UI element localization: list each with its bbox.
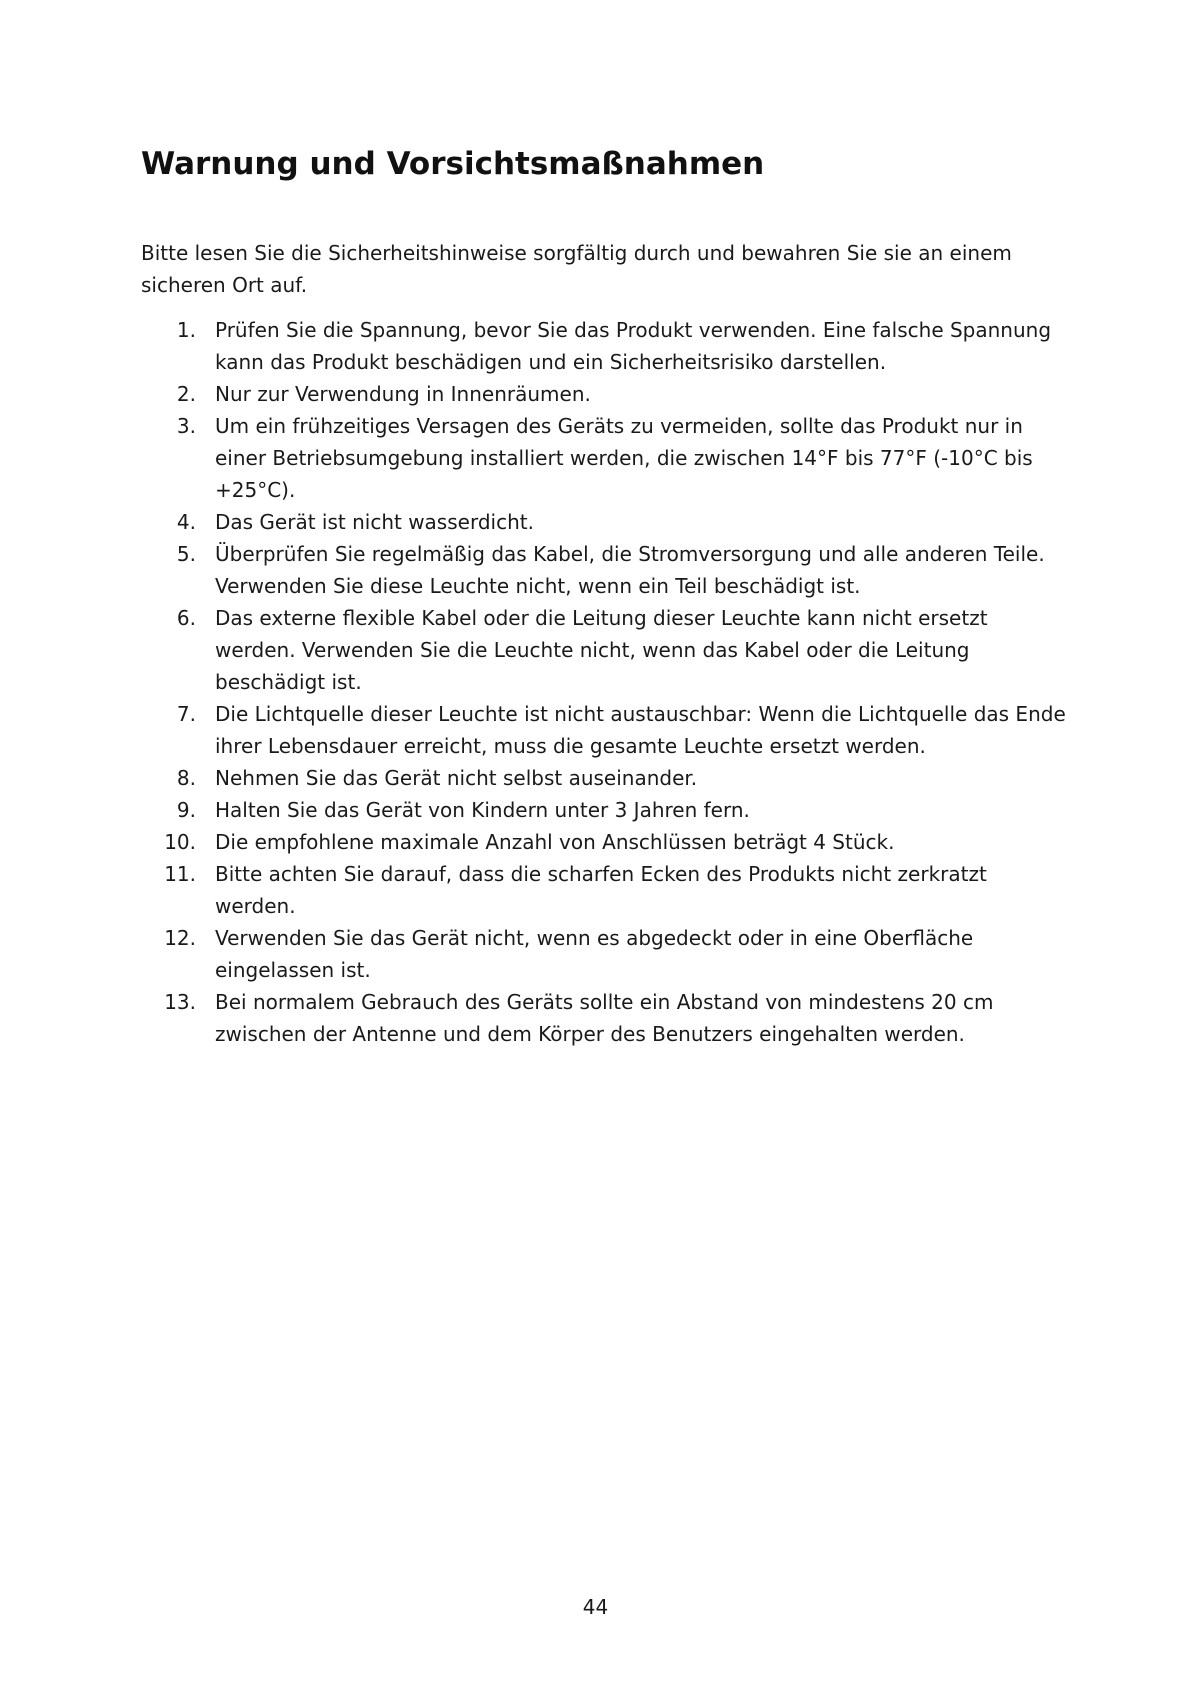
list-item xyxy=(141,858,1071,922)
list-item-number: 6. xyxy=(176,606,196,630)
list-item-number: 10. xyxy=(164,830,196,854)
list-item-number: 4. xyxy=(176,510,196,534)
list-item xyxy=(141,922,1071,986)
list-item-number: 13. xyxy=(164,990,196,1014)
list-item-text: Um ein frühzeitiges Versagen des Geräts zu vermeiden, sollte das Produkt nur in einer Betriebsumgebung installiert werden, die zwischen 14°F bis 77°F (-10°C bis +25°C). xyxy=(215,414,1033,502)
list-item xyxy=(141,698,1071,762)
list-item xyxy=(141,378,1071,410)
list-item xyxy=(141,826,1071,858)
list-item-text: Die Lichtquelle dieser Leuchte ist nicht austauschbar: Wenn die Lichtquelle das Ende ihrer Lebensdauer erreicht, muss die gesamte Leuchte ersetzt werden. xyxy=(215,702,1066,758)
list-item-number: 3. xyxy=(176,414,196,438)
list-item-number: 8. xyxy=(176,766,196,790)
list-item xyxy=(141,602,1071,698)
list-item xyxy=(141,762,1071,794)
safety-instructions-list xyxy=(141,314,1071,1050)
list-item-text: Das Gerät ist nicht wasserdicht. xyxy=(215,510,534,534)
list-item-text: Bitte achten Sie darauf, dass die scharfen Ecken des Produkts nicht zerkratzt werden. xyxy=(215,862,987,918)
list-item-number: 11. xyxy=(164,862,196,886)
list-item-text: Bei normalem Gebrauch des Geräts sollte ein Abstand von mindestens 20 cm zwischen der Antenne und dem Körper des Benutzers eingehalten werden. xyxy=(215,990,994,1046)
list-item-text: Die empfohlene maximale Anzahl von Anschlüssen beträgt 4 Stück. xyxy=(215,830,895,854)
list-item xyxy=(141,314,1071,378)
intro-paragraph: Bitte lesen Sie die Sicherheitshinweise sorgfältig durch und bewahren Sie sie an einem sicheren Ort auf. xyxy=(141,241,1012,297)
list-item-text: Prüfen Sie die Spannung, bevor Sie das Produkt verwenden. Eine falsche Spannung kann das Produkt beschädigen und ein Sicherheitsrisiko darstellen. xyxy=(215,318,1052,374)
list-item-text: Überprüfen Sie regelmäßig das Kabel, die Stromversorgung und alle anderen Teile. Verwenden Sie diese Leuchte nicht, wenn ein Teil beschädigt ist. xyxy=(215,542,1045,598)
list-item-text: Nur zur Verwendung in Innenräumen. xyxy=(215,382,591,406)
list-item-text: Nehmen Sie das Gerät nicht selbst auseinander. xyxy=(215,766,698,790)
page-title: Warnung und Vorsichtsmaßnahmen xyxy=(141,146,765,182)
list-item-number: 5. xyxy=(176,542,196,566)
list-item xyxy=(141,538,1071,602)
list-item-text: Das externe flexible Kabel oder die Leitung dieser Leuchte kann nicht ersetzt werden. Verwenden Sie die Leuchte nicht, wenn das Kabel oder die Leitung beschädigt ist. xyxy=(215,606,988,694)
list-item-text: Halten Sie das Gerät von Kindern unter 3 Jahren fern. xyxy=(215,798,750,822)
list-item-text: Verwenden Sie das Gerät nicht, wenn es abgedeckt oder in eine Oberfläche eingelassen ist. xyxy=(215,926,974,982)
page-number: 44 xyxy=(582,1595,609,1619)
list-item-number: 12. xyxy=(164,926,196,950)
list-item xyxy=(141,794,1071,826)
list-item-number: 7. xyxy=(176,702,196,726)
list-item-number: 1. xyxy=(176,318,196,342)
list-item xyxy=(141,506,1071,538)
list-item xyxy=(141,410,1071,506)
list-item-number: 2. xyxy=(176,382,196,406)
list-item-number: 9. xyxy=(176,798,196,822)
list-item xyxy=(141,986,1071,1050)
